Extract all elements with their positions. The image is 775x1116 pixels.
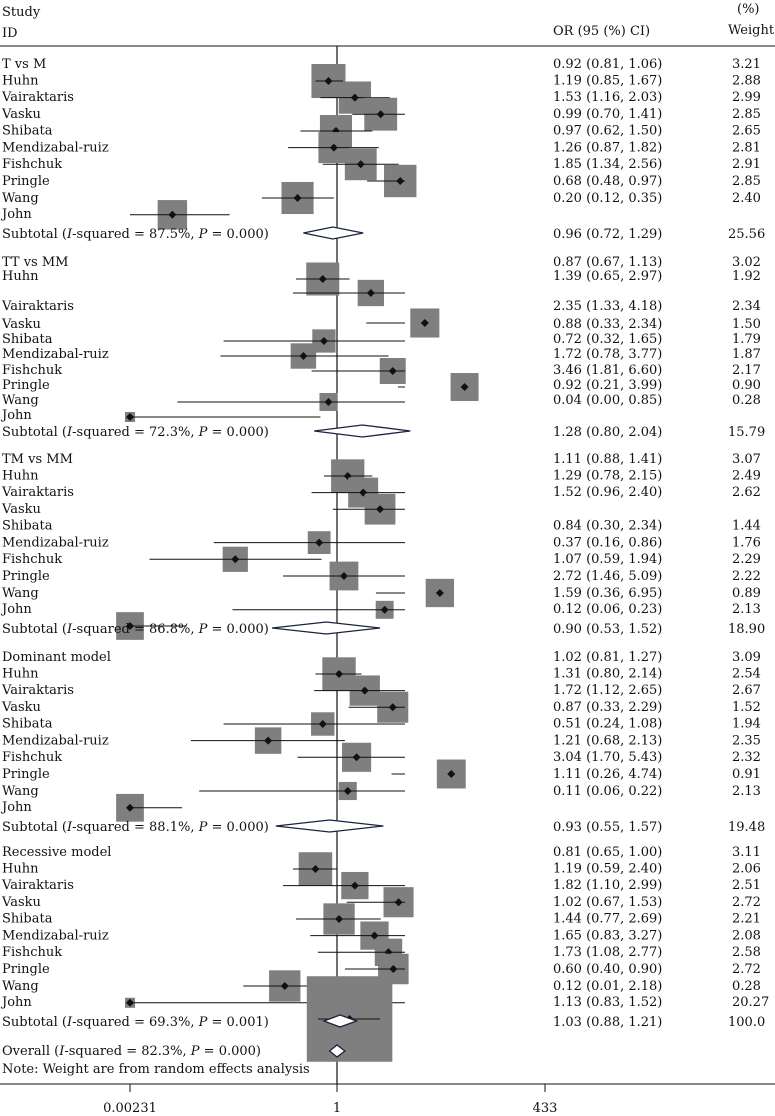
- or-ci-label: 1.29 (0.78, 2.15): [553, 468, 663, 484]
- weight-label: 2.81: [732, 140, 761, 156]
- or-ci-label: 1.72 (0.78, 3.77): [553, 347, 663, 362]
- or-ci-label: 0.81 (0.65, 1.00): [553, 845, 663, 860]
- or-ci-label: 1.11 (0.26, 4.74): [553, 767, 663, 782]
- subtotal-weight: 25.56: [728, 227, 766, 242]
- or-ci-label: 3.04 (1.70, 5.43): [553, 750, 663, 765]
- or-ci-label: 2.72 (1.46, 5.09): [553, 569, 663, 584]
- weight-label: 1.87: [732, 347, 761, 362]
- header: [2, 2, 775, 41]
- or-ci-label: 1.21 (0.68, 2.13): [553, 733, 663, 749]
- weight-label: 2.08: [732, 928, 761, 944]
- subtotal-diamond: [303, 227, 363, 239]
- study-label: Pringle: [2, 962, 50, 977]
- x-tick-label: 0.00231: [103, 1101, 157, 1116]
- or-ci-label: 2.35 (1.33, 4.18): [553, 299, 663, 314]
- weight-label: 20.27: [732, 995, 770, 1010]
- or-ci-label: 0.20 (0.12, 0.35): [553, 190, 663, 206]
- weight-label: 1.94: [732, 716, 761, 732]
- study-label: Fishchuk: [2, 552, 63, 567]
- or-ci-label: 0.92 (0.81, 1.06): [553, 57, 663, 72]
- study-label: Mendizabal-ruiz: [2, 347, 109, 362]
- weight-label: 2.35: [732, 733, 761, 749]
- study-label: Wang: [2, 585, 39, 601]
- overall-label: Overall (I-squared = 82.3%, P = 0.000): [2, 1044, 261, 1059]
- weight-label: 0.91: [732, 767, 761, 782]
- subtotal-weight: 19.48: [728, 820, 766, 835]
- or-ci-label: 1.53 (1.16, 2.03): [553, 90, 663, 106]
- id-header: ID: [2, 26, 18, 41]
- study-label: Vairaktaris: [2, 683, 74, 699]
- or-ci-label: 1.65 (0.83, 3.27): [553, 928, 663, 944]
- or-ci-label: 1.31 (0.80, 2.14): [553, 666, 663, 682]
- weight-label: 1.44: [732, 518, 761, 534]
- study-label: Pringle: [2, 174, 50, 189]
- or-ci-label: 1.02 (0.81, 1.27): [553, 650, 663, 665]
- subtotal-diamond: [272, 622, 380, 634]
- weight-label: 2.49: [732, 468, 761, 484]
- study-label: John: [2, 800, 32, 815]
- or-ci-label: 1.72 (1.12, 2.65): [553, 683, 663, 699]
- weight-label: 1.50: [732, 317, 761, 332]
- or-ci-label: 1.13 (0.83, 1.52): [553, 995, 663, 1010]
- or-header: OR (95 (%) CI): [553, 24, 651, 39]
- weight-label: 2.91: [732, 157, 761, 172]
- study-label: Vasku: [2, 107, 41, 122]
- group-title: Dominant model: [2, 650, 111, 665]
- or-ci-label: 1.73 (1.08, 2.77): [553, 945, 663, 960]
- or-ci-label: 1.26 (0.87, 1.82): [553, 140, 663, 156]
- study-label: Huhn: [2, 269, 39, 284]
- study-label: Vairaktaris: [2, 299, 74, 314]
- or-ci-label: 1.19 (0.85, 1.67): [553, 73, 663, 89]
- x-tick-label: 433: [532, 1101, 558, 1116]
- weight-label: 2.72: [732, 895, 761, 910]
- or-ci-label: 1.85 (1.34, 2.56): [553, 157, 663, 172]
- study-label: Vasku: [2, 895, 41, 910]
- study-label: Fishchuk: [2, 750, 63, 765]
- study-label: Fishchuk: [2, 945, 63, 960]
- study-label: Vairaktaris: [2, 878, 74, 894]
- or-ci-label: 1.59 (0.36, 6.95): [553, 585, 663, 601]
- study-label: Vairaktaris: [2, 485, 74, 501]
- weight-label: 3.09: [732, 650, 761, 665]
- study-label: John: [2, 602, 32, 617]
- study-label: Wang: [2, 978, 39, 994]
- study-label: Huhn: [2, 861, 39, 877]
- or-ci-label: 0.11 (0.06, 0.22): [553, 783, 663, 799]
- study-label: Huhn: [2, 73, 39, 89]
- weight-label: 0.89: [732, 585, 761, 601]
- study-label: John: [2, 995, 32, 1010]
- study-label: Fishchuk: [2, 157, 63, 172]
- weight-header: Weight: [728, 23, 775, 38]
- plot-layer: [0, 57, 769, 1077]
- study-label: Shibata: [2, 332, 53, 347]
- weight-label: 2.22: [732, 569, 761, 584]
- weight-label: 2.21: [732, 911, 761, 927]
- study-label: Huhn: [2, 468, 39, 484]
- subtotal-label: Subtotal (I-squared = 88.1%, P = 0.000): [2, 820, 269, 835]
- weight-label: 2.13: [732, 602, 761, 617]
- subtotal-label: Subtotal (I-squared = 87.5%, P = 0.000): [2, 227, 269, 242]
- weight-unit-header: (%): [737, 2, 760, 17]
- or-ci-label: 1.11 (0.88, 1.41): [553, 452, 663, 467]
- subtotal-or-ci: 1.03 (0.88, 1.21): [553, 1015, 663, 1030]
- x-axis: [103, 1084, 557, 1116]
- study-label: John: [2, 207, 32, 222]
- or-ci-label: 0.87 (0.67, 1.13): [553, 255, 663, 270]
- weight-label: 3.21: [732, 57, 761, 72]
- study-label: Wang: [2, 190, 39, 206]
- weight-label: 0.28: [732, 978, 761, 994]
- weight-label: 2.17: [732, 363, 761, 378]
- group-title: TM vs MM: [2, 452, 73, 467]
- weight-label: 2.13: [732, 783, 761, 799]
- or-ci-label: 0.12 (0.06, 0.23): [553, 602, 663, 617]
- or-ci-label: 1.82 (1.10, 2.99): [553, 878, 663, 894]
- or-ci-label: 0.12 (0.01, 2.18): [553, 978, 663, 994]
- weight-label: 3.11: [732, 845, 761, 860]
- or-ci-label: 0.60 (0.40, 0.90): [553, 962, 663, 977]
- study-label: Shibata: [2, 518, 53, 534]
- or-ci-label: 0.92 (0.21, 3.99): [553, 378, 663, 393]
- weight-label: 2.62: [732, 485, 761, 501]
- study-label: Mendizabal-ruiz: [2, 928, 109, 944]
- or-ci-label: 0.99 (0.70, 1.41): [553, 107, 663, 122]
- or-ci-label: 0.84 (0.30, 2.34): [553, 518, 663, 534]
- or-ci-label: 1.19 (0.59, 2.40): [553, 861, 663, 877]
- weight-label: 1.79: [732, 332, 761, 347]
- weight-label: 2.85: [732, 107, 761, 122]
- or-ci-label: 1.52 (0.96, 2.40): [553, 485, 663, 501]
- weight-label: 2.72: [732, 962, 761, 977]
- weight-label: 0.90: [732, 378, 761, 393]
- subtotal-weight: 18.90: [728, 622, 766, 637]
- weight-label: 0.28: [732, 393, 761, 408]
- subtotal-or-ci: 0.96 (0.72, 1.29): [553, 227, 663, 242]
- group-title: TT vs MM: [2, 255, 69, 270]
- weight-label: 2.85: [732, 174, 761, 189]
- study-label: Fishchuk: [2, 363, 63, 378]
- study-label: Wang: [2, 393, 39, 408]
- study-label: Vasku: [2, 317, 41, 332]
- study-label: Pringle: [2, 767, 50, 782]
- subtotal-diamond: [314, 425, 410, 437]
- group-title: T vs M: [2, 57, 47, 72]
- study-label: Vairaktaris: [2, 90, 74, 106]
- weight-label: 2.58: [732, 945, 761, 960]
- study-label: Shibata: [2, 716, 53, 732]
- weight-label: 2.34: [732, 299, 761, 314]
- weight-label: 2.99: [732, 90, 761, 106]
- or-ci-label: 1.02 (0.67, 1.53): [553, 895, 663, 910]
- subtotal-or-ci: 0.90 (0.53, 1.52): [553, 622, 663, 637]
- subtotal-or-ci: 1.28 (0.80, 2.04): [553, 425, 663, 440]
- or-ci-label: 1.07 (0.59, 1.94): [553, 552, 663, 567]
- or-ci-label: 0.68 (0.48, 0.97): [553, 174, 663, 189]
- study-label: Pringle: [2, 378, 50, 393]
- weight-label: 2.06: [732, 861, 761, 877]
- weight-label: 2.54: [732, 666, 761, 682]
- study-label: Vasku: [2, 700, 41, 715]
- weight-label: 2.88: [732, 73, 761, 89]
- weight-label: 1.52: [732, 700, 761, 715]
- study-label: Vasku: [2, 502, 41, 517]
- footnote: Note: Weight are from random effects analysis: [2, 1062, 310, 1077]
- weight-label: 2.67: [732, 683, 761, 699]
- subtotal-weight: 100.0: [728, 1015, 766, 1030]
- or-ci-label: 1.39 (0.65, 2.97): [553, 269, 663, 284]
- or-ci-label: 0.51 (0.24, 1.08): [553, 716, 663, 732]
- subtotal-diamond: [276, 820, 384, 832]
- or-ci-label: 0.72 (0.32, 1.65): [553, 332, 663, 347]
- weight-label: 2.51: [732, 878, 761, 894]
- x-tick-label: 1: [332, 1101, 342, 1116]
- or-ci-label: 3.46 (1.81, 6.60): [553, 363, 663, 378]
- subtotal-weight: 15.79: [728, 425, 766, 440]
- subtotal-label: Subtotal (I-squared = 72.3%, P = 0.000): [2, 425, 269, 440]
- study-label: Huhn: [2, 666, 39, 682]
- weight-label: 1.92: [732, 269, 761, 284]
- subtotal-label: Subtotal (I-squared = 86.8%, P = 0.000): [2, 622, 269, 637]
- study-header: Study: [2, 5, 41, 20]
- weight-label: 1.76: [732, 535, 761, 551]
- weight-label: 2.65: [732, 123, 761, 139]
- or-ci-label: 0.87 (0.33, 2.29): [553, 700, 663, 715]
- group-title: Recessive model: [2, 845, 112, 860]
- study-label: Mendizabal-ruiz: [2, 140, 109, 156]
- weight-label: 2.29: [732, 552, 761, 567]
- study-label: Shibata: [2, 911, 53, 927]
- or-ci-label: 0.37 (0.16, 0.86): [553, 535, 663, 551]
- study-label: John: [2, 408, 32, 423]
- weight-label: 2.40: [732, 190, 761, 206]
- study-label: Mendizabal-ruiz: [2, 733, 109, 749]
- weight-label: 3.07: [732, 452, 761, 467]
- or-ci-label: 0.88 (0.33, 2.34): [553, 317, 663, 332]
- subtotal-or-ci: 0.93 (0.55, 1.57): [553, 820, 663, 835]
- weight-label: 3.02: [732, 255, 761, 270]
- study-label: Pringle: [2, 569, 50, 584]
- study-label: Mendizabal-ruiz: [2, 535, 109, 551]
- or-ci-label: 0.97 (0.62, 1.50): [553, 123, 663, 139]
- subtotal-label: Subtotal (I-squared = 69.3%, P = 0.001): [2, 1015, 269, 1030]
- weight-label: 2.32: [732, 750, 761, 765]
- or-ci-label: 1.44 (0.77, 2.69): [553, 911, 663, 927]
- study-label: Shibata: [2, 123, 53, 139]
- or-ci-label: 0.04 (0.00, 0.85): [553, 393, 663, 408]
- study-label: Wang: [2, 783, 39, 799]
